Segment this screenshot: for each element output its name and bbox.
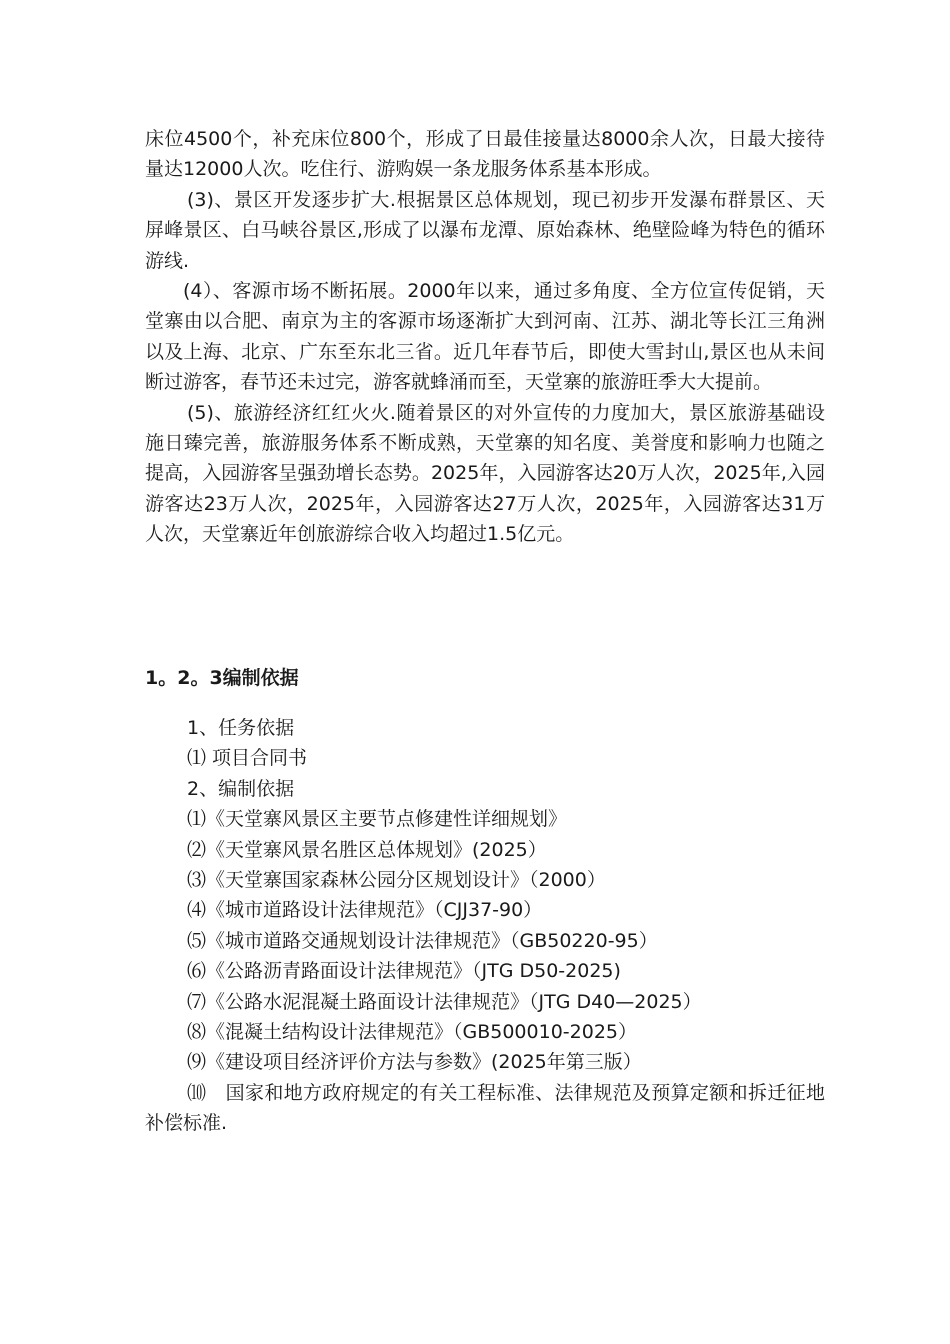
- paragraph-scenic-development: (3)、景区开发逐步扩大.根据景区总体规划，现已初步开发瀑布群景区、天屏峰景区、白马峡谷景区,形成了以瀑布龙潭、原始森林、绝壁险峰为特色的循环游线.: [145, 188, 825, 272]
- list-item: ⑶《天堂寨国家森林公园分区规划设计》（2000）: [187, 869, 606, 892]
- basis-list: [145, 713, 825, 1139]
- section-heading: 1。2。3编制依据: [145, 667, 299, 689]
- list-item: ⑻《混凝土结构设计法律规范》（GB500010-2025）: [187, 1021, 637, 1044]
- list-item-closing: ⑽ 国家和地方政府规定的有关工程标准、法律规范及预算定额和拆迁征地补偿标准.: [145, 1081, 825, 1135]
- paragraph-tourism-economy: (5)、旅游经济红红火火.随着景区的对外宣传的力度加大，景区旅游基础设施日臻完善，旅游服务体系不断成熟，天堂寨的知名度、美誉度和影响力也随之提高，入园游客呈强劲增长态势。2025年，入园游客达20万人次，2025年,入园游客达23万人次，2025年，入园游客达27万人次，2025年，入园游客达31万人次，天堂寨近年创旅游综合收入均超过1.5亿元。: [145, 401, 825, 546]
- paragraph-market-expansion: (4）、客源市场不断拓展。2000年以来，通过多角度、全方位宣传促销，天堂寨由以合肥、南京为主的客源市场逐渐扩大到河南、江苏、湖北等长江三角洲以及上海、北京、广东至东北三省。近几年春节后，即使大雪封山,景区也从未间断过游客，春节还未过完，游客就蜂涌而至，天堂寨的旅游旺季大大提前。: [145, 280, 825, 394]
- body-text: [145, 124, 825, 550]
- list-item: ⑴《天堂寨风景区主要节点修建性详细规划》: [187, 808, 568, 831]
- list-item: 2、编制依据: [187, 777, 295, 800]
- list-item: ⑵《天堂寨风景名胜区总体规划》(2025）: [187, 838, 547, 861]
- list-item: 1、任务依据: [187, 717, 295, 739]
- list-item: ⑼《建设项目经济评价方法与参数》(2025年第三版）: [187, 1051, 642, 1074]
- list-item: ⑷《城市道路设计法律规范》（CJJ37-90）: [187, 899, 543, 922]
- paragraph-capacity: 床位4500个，补充床位800个，形成了日最佳接量达8000余人次，日最大接待量达12000人次。吃住行、游购娱一条龙服务体系基本形成。: [145, 128, 825, 181]
- list-item: ⑸《城市道路交通规划设计法律规范》（GB50220-95）: [187, 929, 658, 952]
- list-item: ⑹《公路沥青路面设计法律规范》（JTG D50-2025): [187, 960, 621, 983]
- list-item: ⑴ 项目合同书: [187, 747, 308, 770]
- list-item: ⑺《公路水泥混凝土路面设计法律规范》（JTG D40—2025）: [187, 990, 702, 1013]
